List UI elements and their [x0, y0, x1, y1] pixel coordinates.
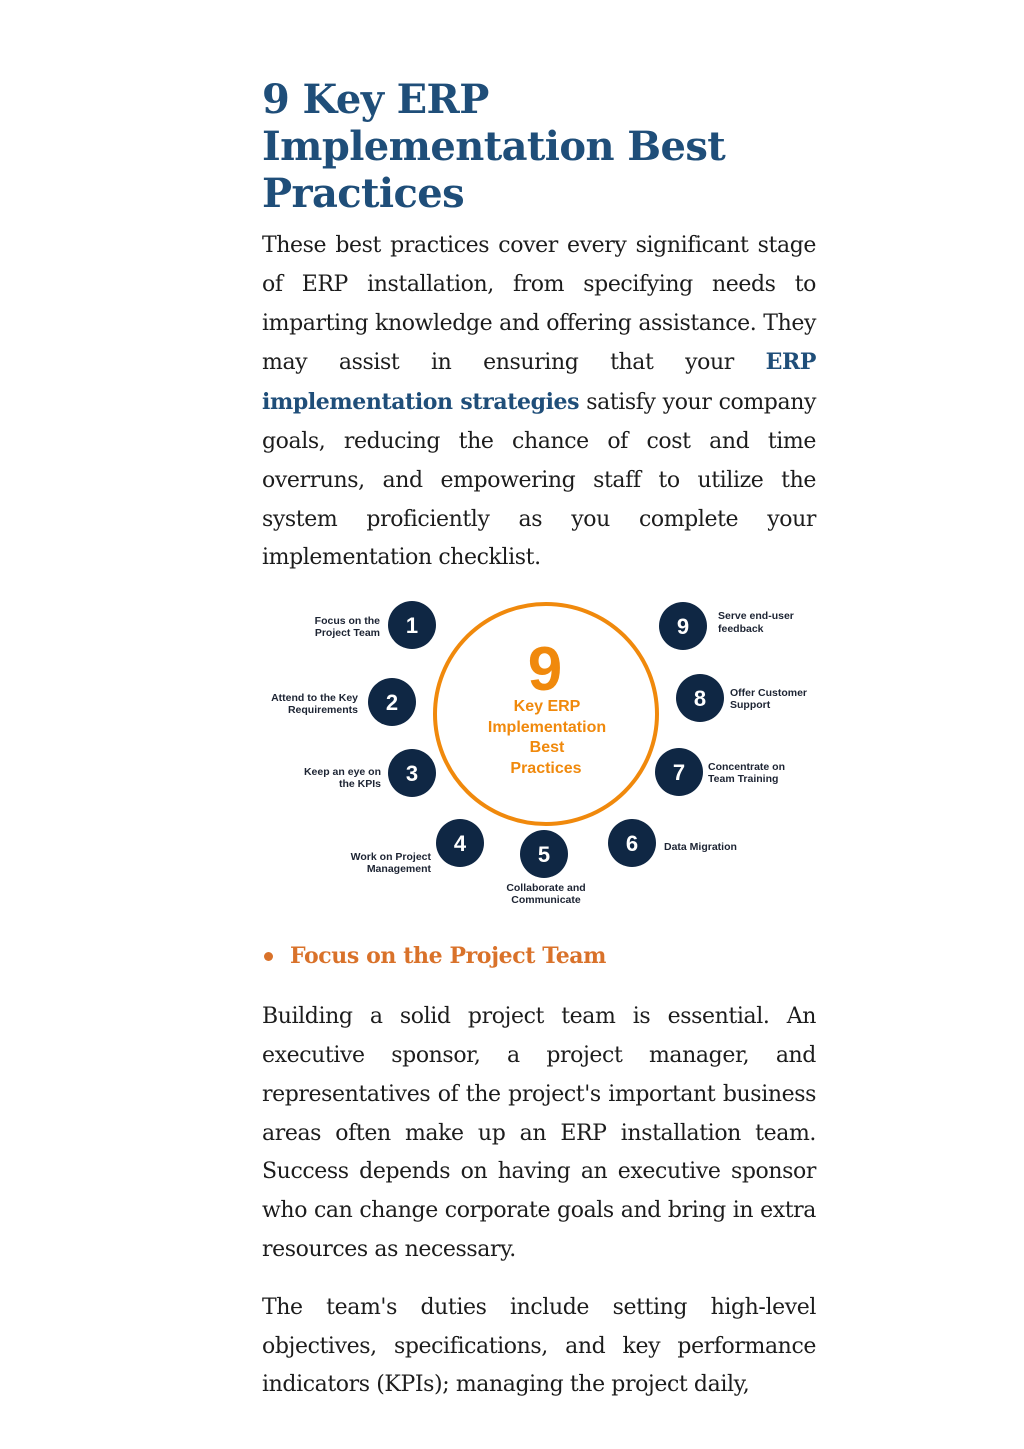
label-7-line-1: Concentrate on: [708, 761, 786, 774]
label-9-line-1: Serve end-user: [718, 610, 794, 623]
intro-text-start: These best practices cover every significant stage of ERP installation, from specifying needs to imparting knowledge and offering assistance. They may assist in ensuring that your: [262, 233, 816, 376]
bullet-dot: [264, 952, 273, 961]
number-6: 6: [625, 831, 639, 857]
number-4: 4: [453, 831, 467, 857]
infographic-svg: [262, 596, 816, 916]
center-line-4: Practices: [510, 760, 582, 778]
number-8: 8: [693, 686, 707, 712]
practice-item-8: [676, 674, 807, 722]
bullet-item: [262, 938, 816, 974]
number-2: 2: [385, 690, 399, 716]
label-4-line-1: Work on Project: [350, 851, 431, 864]
practice-item-6: [608, 819, 737, 867]
label-2-line-2: Requirements: [287, 704, 358, 717]
label-3-line-1: Keep an eye on: [303, 766, 381, 779]
label-1-line-1: Focus on the: [314, 615, 380, 628]
intro-paragraph: [262, 227, 816, 578]
practice-item-5: [506, 830, 585, 906]
label-8-line-1: Offer Customer: [730, 687, 808, 700]
label-4-line-2: Management: [366, 863, 431, 876]
label-6-line-1: Data Migration: [664, 841, 737, 854]
number-1: 1: [405, 613, 419, 639]
label-5-line-1: Collaborate and: [506, 882, 586, 895]
number-9: 9: [676, 614, 690, 640]
practice-item-2: [271, 678, 416, 726]
center-number: 9: [527, 635, 563, 705]
page-title: 9 Key ERP Implementation Best Practices: [262, 76, 726, 217]
practice-item-1: [315, 601, 436, 649]
label-8-line-2: Support: [730, 699, 771, 712]
erp-strategies-link[interactable]: ERP implementation strategies: [262, 349, 816, 416]
center-line-3: Best: [529, 739, 565, 757]
bullet-heading: Focus on the Project Team: [290, 943, 607, 970]
label-7-line-2: Team Training: [708, 773, 779, 786]
label-5-line-2: Communicate: [511, 894, 581, 907]
number-7: 7: [672, 760, 686, 786]
practice-item-7: [655, 748, 785, 796]
paragraph-2: The team's duties include setting high-level objectives, specifications, and key performance indicators (KPIs); managing the project daily,: [262, 1294, 816, 1398]
number-3: 3: [405, 761, 419, 787]
label-3-line-2: the KPIs: [338, 778, 381, 791]
paragraph-1: Building a solid project team is essential. An executive sponsor, a project manager, and representatives of the project's important business areas often make up an ERP installation team. Success depends on having an executive sponsor who can change corporate goals and bring in extra resources as necessary.: [262, 1004, 816, 1262]
number-5: 5: [537, 842, 551, 868]
label-2-line-1: Attend to the Key: [271, 692, 358, 705]
practice-item-4: [351, 819, 484, 875]
article: [262, 76, 816, 1405]
center-line-2: Implementation: [487, 719, 607, 737]
label-9-line-2: feedback: [718, 623, 764, 636]
practice-item-3: [304, 749, 436, 797]
practice-item-9: [659, 602, 794, 650]
center-line-1: Key ERP: [513, 698, 581, 716]
intro-text-end: satisfy your company goals, reducing the chance of cost and time overruns, and empowering staff to utilize the system proficiently as you complete your implementation checklist.: [262, 390, 816, 571]
label-1-line-2: Project Team: [314, 627, 380, 640]
erp-practices-infographic: [262, 596, 816, 916]
